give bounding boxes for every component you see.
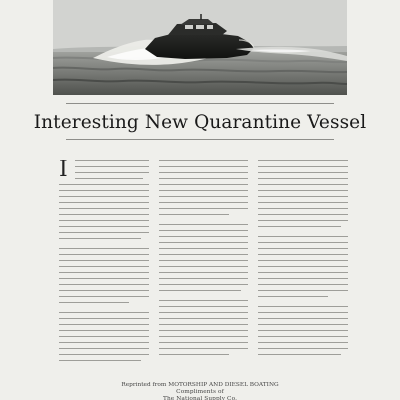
article-column-1	[59, 160, 149, 378]
article-column-2	[159, 160, 249, 378]
reprint-line-3: The National Supply Co.	[162, 396, 238, 400]
drop-cap-graphic: I	[59, 160, 68, 182]
title-bottom-rule	[66, 139, 334, 140]
vessel-photograph	[53, 0, 347, 95]
reprint-line-1: Reprinted from MOTORSHIP AND DIESEL BOATING	[121, 382, 279, 388]
article-title: Interesting New Quarantine Vessel	[33, 112, 367, 133]
article-column-3	[258, 160, 348, 378]
reprint-line-2: Compliments of	[176, 389, 224, 395]
reprint-footer	[0, 382, 400, 400]
title-top-rule	[66, 103, 334, 104]
article-body	[59, 160, 348, 380]
vessel-photo-illustration	[53, 0, 347, 95]
